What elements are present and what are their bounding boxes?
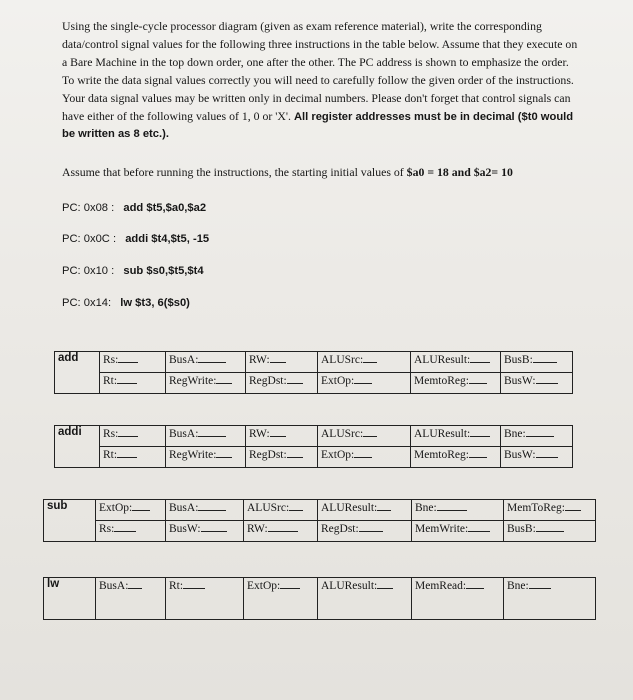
signal-field[interactable]: ALUSrc: bbox=[244, 500, 318, 521]
instruction-line bbox=[62, 202, 206, 214]
sub-signal-table bbox=[43, 499, 596, 542]
signal-field[interactable]: RegDst: bbox=[246, 447, 318, 468]
signal-field[interactable]: Bne: bbox=[412, 500, 504, 521]
signal-field[interactable]: MemtoReg: bbox=[411, 447, 501, 468]
instruction-name: lw bbox=[44, 578, 96, 620]
signal-field[interactable]: BusW: bbox=[501, 373, 573, 394]
signal-field[interactable]: ALUSrc: bbox=[318, 352, 411, 373]
assume-values: $a0 = 18 and $a2= 10 bbox=[406, 165, 513, 179]
pc-address: PC: 0x0C : bbox=[62, 233, 117, 245]
lw-signal-table bbox=[43, 577, 596, 620]
signal-field[interactable]: RegDst: bbox=[318, 521, 412, 542]
instruction-name: addi bbox=[55, 426, 100, 468]
signal-field[interactable]: RegWrite: bbox=[166, 373, 246, 394]
instruction-line bbox=[62, 233, 209, 245]
intro-bold-text: All register addresses must be in decimal ($t0 would be written as 8 etc.). bbox=[62, 111, 574, 140]
signal-field[interactable]: RW: bbox=[246, 352, 318, 373]
pc-address: PC: 0x08 : bbox=[62, 202, 115, 214]
instruction-code: addi $t4,$t5, -15 bbox=[125, 233, 210, 245]
signal-field[interactable]: ExtOp: bbox=[244, 578, 318, 620]
signal-field[interactable]: Rs: bbox=[100, 426, 166, 447]
signal-field[interactable]: RegWrite: bbox=[166, 447, 246, 468]
instruction-name: add bbox=[55, 352, 100, 394]
pc-address: PC: 0x10 : bbox=[62, 265, 115, 277]
signal-field[interactable]: BusB: bbox=[501, 352, 573, 373]
signal-field[interactable]: ExtOp: bbox=[96, 500, 166, 521]
signal-field[interactable]: ALUResult: bbox=[411, 352, 501, 373]
signal-field[interactable]: Rs: bbox=[100, 352, 166, 373]
signal-field[interactable]: ALUResult: bbox=[411, 426, 501, 447]
signal-field[interactable]: Rt: bbox=[100, 373, 166, 394]
instruction-code: lw $t3, 6($s0) bbox=[120, 297, 190, 309]
instruction-line bbox=[62, 297, 190, 309]
signal-field[interactable]: Rt: bbox=[166, 578, 244, 620]
signal-field[interactable]: ExtOp: bbox=[318, 447, 411, 468]
intro-text: Using the single-cycle processor diagram (given as exam reference material), write the corresponding data/control signal values for the following three instructions in the table below. Assume that they execute on a Bare Machine in the top down order, one after the other. The PC address is shown to emphasize the order. To write the data signal values correctly you will need to carefully follow the given order of the instructions. Your data signal values may be written only in decimal numbers. Please don't forget that control signals can have either of the following values of 1, 0 or 'X'. bbox=[62, 19, 578, 123]
signal-field[interactable]: BusW: bbox=[501, 447, 573, 468]
signal-field[interactable]: ExtOp: bbox=[318, 373, 411, 394]
assume-line bbox=[62, 165, 513, 180]
signal-field[interactable]: RW: bbox=[246, 426, 318, 447]
signal-field[interactable]: RegDst: bbox=[246, 373, 318, 394]
signal-field[interactable]: BusA: bbox=[166, 500, 244, 521]
instruction-code: add $t5,$a0,$a2 bbox=[123, 202, 207, 214]
signal-field[interactable]: BusA: bbox=[166, 352, 246, 373]
signal-field[interactable]: RW: bbox=[244, 521, 318, 542]
signal-field[interactable]: Rs: bbox=[96, 521, 166, 542]
signal-field[interactable]: BusW: bbox=[166, 521, 244, 542]
signal-field[interactable]: MemRead: bbox=[412, 578, 504, 620]
signal-field[interactable]: BusA: bbox=[166, 426, 246, 447]
instruction-name: sub bbox=[44, 500, 96, 542]
add-signal-table bbox=[54, 351, 573, 394]
signal-field[interactable]: Rt: bbox=[100, 447, 166, 468]
signal-field[interactable]: MemToReg: bbox=[504, 500, 596, 521]
instructions-paragraph bbox=[62, 18, 582, 143]
signal-field[interactable]: MemWrite: bbox=[412, 521, 504, 542]
pc-address: PC: 0x14: bbox=[62, 297, 112, 309]
signal-field[interactable]: BusA: bbox=[96, 578, 166, 620]
instruction-code: sub $s0,$t5,$t4 bbox=[123, 265, 204, 277]
addi-signal-table bbox=[54, 425, 573, 468]
signal-field[interactable]: BusB: bbox=[504, 521, 596, 542]
signal-field[interactable]: Bne: bbox=[504, 578, 596, 620]
instruction-line bbox=[62, 265, 204, 277]
signal-field[interactable]: MemtoReg: bbox=[411, 373, 501, 394]
signal-field[interactable]: ALUResult: bbox=[318, 578, 412, 620]
signal-field[interactable]: ALUResult: bbox=[318, 500, 412, 521]
signal-field[interactable]: Bne: bbox=[501, 426, 573, 447]
assume-text: Assume that before running the instructions, the starting initial values of bbox=[62, 165, 407, 179]
signal-field[interactable]: ALUSrc: bbox=[318, 426, 411, 447]
